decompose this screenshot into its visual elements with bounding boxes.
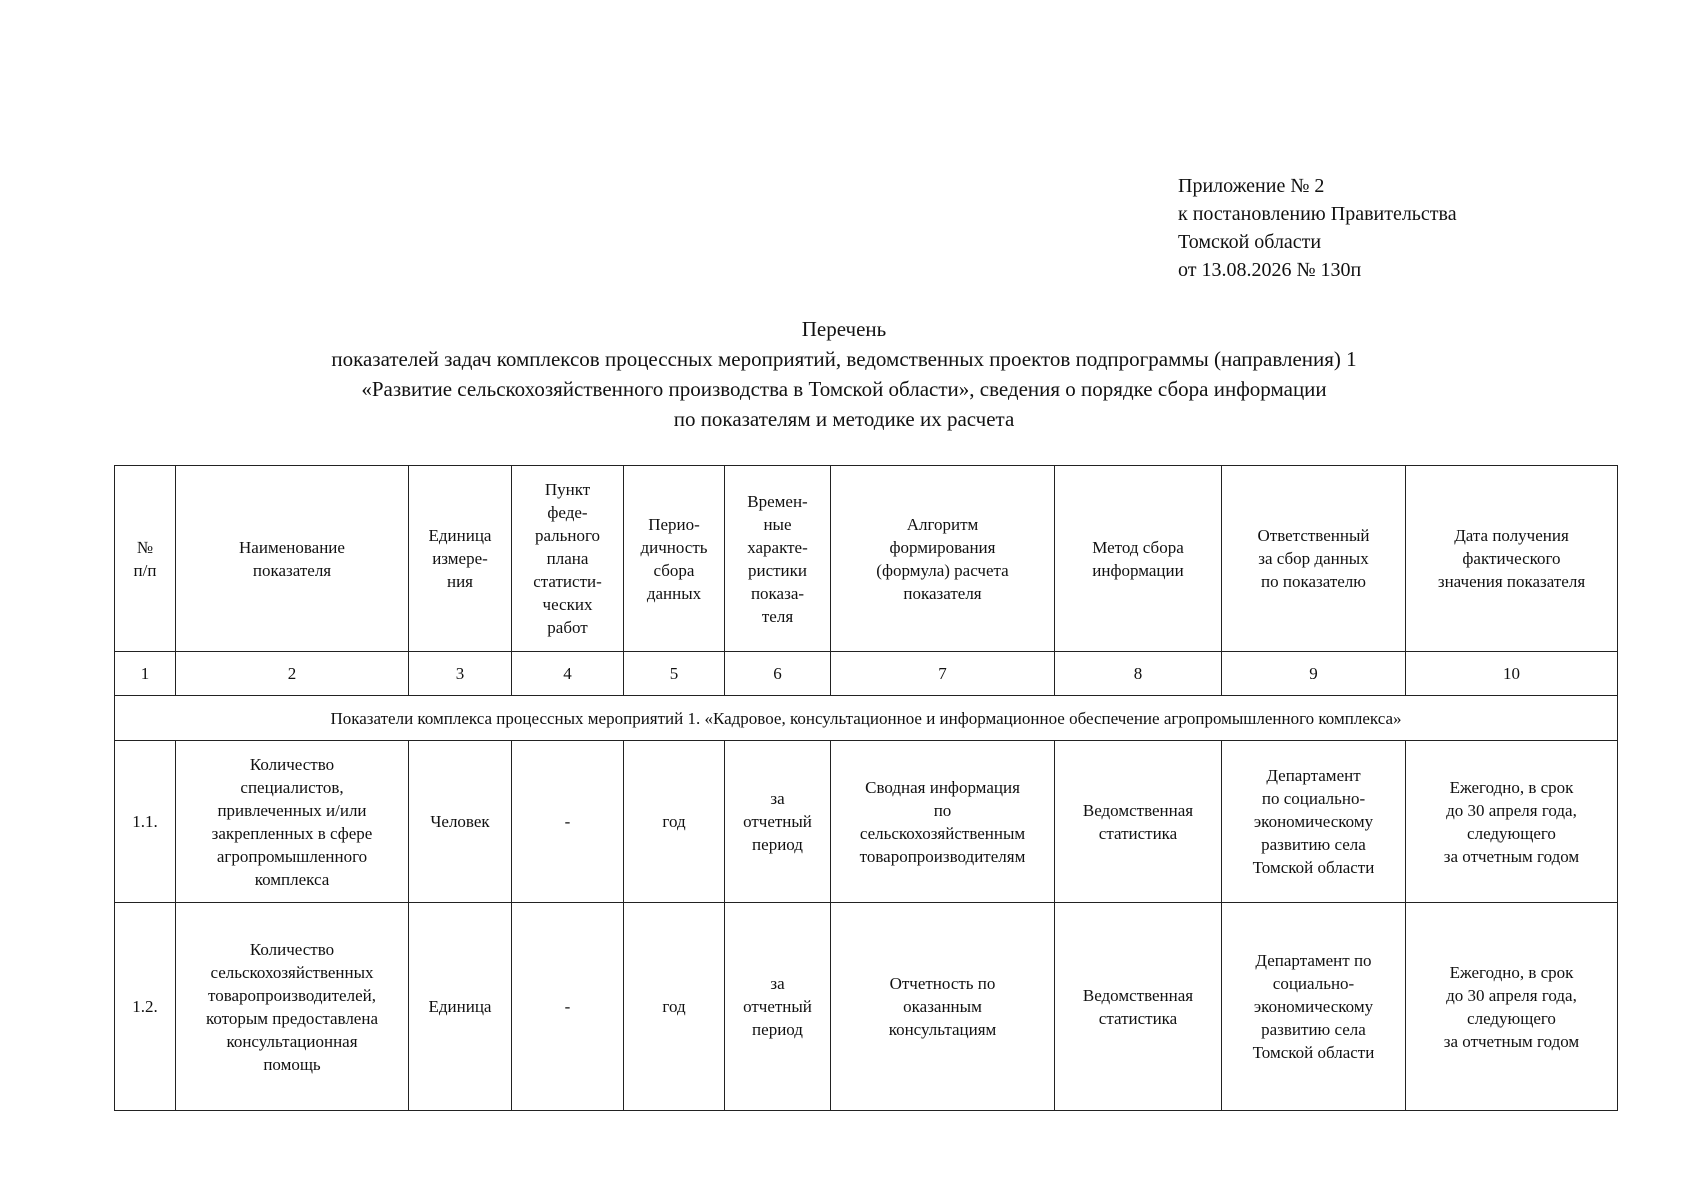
column-number: 6 — [725, 652, 831, 696]
method-cell: Ведомственная статистика — [1055, 741, 1222, 903]
column-number-row — [115, 652, 1618, 696]
section-row — [115, 696, 1618, 741]
table-row — [115, 741, 1618, 903]
algorithm-cell: Отчетность по оказанным консультациям — [831, 903, 1055, 1111]
table-header-row — [115, 466, 1618, 652]
column-number: 3 — [409, 652, 512, 696]
header-cell: Перио- дичность сбора данных — [624, 466, 725, 652]
header-cell: № п/п — [115, 466, 176, 652]
column-number: 10 — [1406, 652, 1618, 696]
header-cell: Пункт феде- рального плана статисти- ческих работ — [512, 466, 624, 652]
title-line-3: «Развитие сельскохозяйственного производства в Томской области», сведения о порядке сбора информации — [361, 377, 1327, 401]
title-line-4: по показателям и методике их расчета — [673, 407, 1015, 431]
periodicity-cell: год — [624, 741, 725, 903]
row-number: 1.2. — [115, 903, 176, 1111]
appendix-line-1: Приложение № 2 — [1178, 175, 1325, 197]
document-title — [116, 314, 1572, 434]
header-cell: Единица измере- ния — [409, 466, 512, 652]
column-number: 1 — [115, 652, 176, 696]
appendix-line-4: от 13.08.2026 № 130п — [1178, 259, 1362, 281]
appendix-line-3: Томской области — [1178, 231, 1322, 253]
header-cell: Наименование показателя — [176, 466, 409, 652]
indicator-name: Количество специалистов, привлеченных и/или закрепленных в сфере агропромышленного комплекса — [176, 741, 409, 903]
header-cell: Алгоритм формирования (формула) расчета показателя — [831, 466, 1055, 652]
header-cell: Времен- ные характе- ристики показа- теля — [725, 466, 831, 652]
title-line-1: Перечень — [801, 317, 887, 341]
row-number: 1.1. — [115, 741, 176, 903]
section-title: Показатели комплекса процессных мероприятий 1. «Кадровое, консультационное и информационное обеспечение агропромышленного комплекса» — [115, 696, 1618, 741]
column-number: 9 — [1222, 652, 1406, 696]
indicators-table — [114, 465, 1618, 1111]
header-cell: Метод сбора информации — [1055, 466, 1222, 652]
table-row — [115, 903, 1618, 1111]
title-line-2: показателей задач комплексов процессных мероприятий, ведомственных проектов подпрограммы (направления) 1 — [331, 347, 1357, 371]
header-cell: Дата получения фактического значения показателя — [1406, 466, 1618, 652]
periodicity-cell: год — [624, 903, 725, 1111]
time-characteristic-cell: за отчетный период — [725, 741, 831, 903]
date-cell: Ежегодно, в срок до 30 апреля года, следующего за отчетным годом — [1406, 741, 1618, 903]
appendix-block — [1178, 172, 1457, 284]
appendix-line-2: к постановлению Правительства — [1178, 203, 1457, 225]
unit-cell: Единица — [409, 903, 512, 1111]
indicator-name: Количество сельскохозяйственных товаропроизводителей, которым предоставлена консультационная помощь — [176, 903, 409, 1111]
column-number: 7 — [831, 652, 1055, 696]
unit-cell: Человек — [409, 741, 512, 903]
column-number: 4 — [512, 652, 624, 696]
responsible-cell: Департамент по социально- экономическому развитию села Томской области — [1222, 903, 1406, 1111]
algorithm-cell: Сводная информация по сельскохозяйственным товаропроизводителям — [831, 741, 1055, 903]
fed-plan-cell: - — [512, 903, 624, 1111]
column-number: 8 — [1055, 652, 1222, 696]
responsible-cell: Департамент по социально- экономическому развитию села Томской области — [1222, 741, 1406, 903]
date-cell: Ежегодно, в срок до 30 апреля года, следующего за отчетным годом — [1406, 903, 1618, 1111]
time-characteristic-cell: за отчетный период — [725, 903, 831, 1111]
fed-plan-cell: - — [512, 741, 624, 903]
column-number: 2 — [176, 652, 409, 696]
column-number: 5 — [624, 652, 725, 696]
header-cell: Ответственный за сбор данных по показателю — [1222, 466, 1406, 652]
method-cell: Ведомственная статистика — [1055, 903, 1222, 1111]
